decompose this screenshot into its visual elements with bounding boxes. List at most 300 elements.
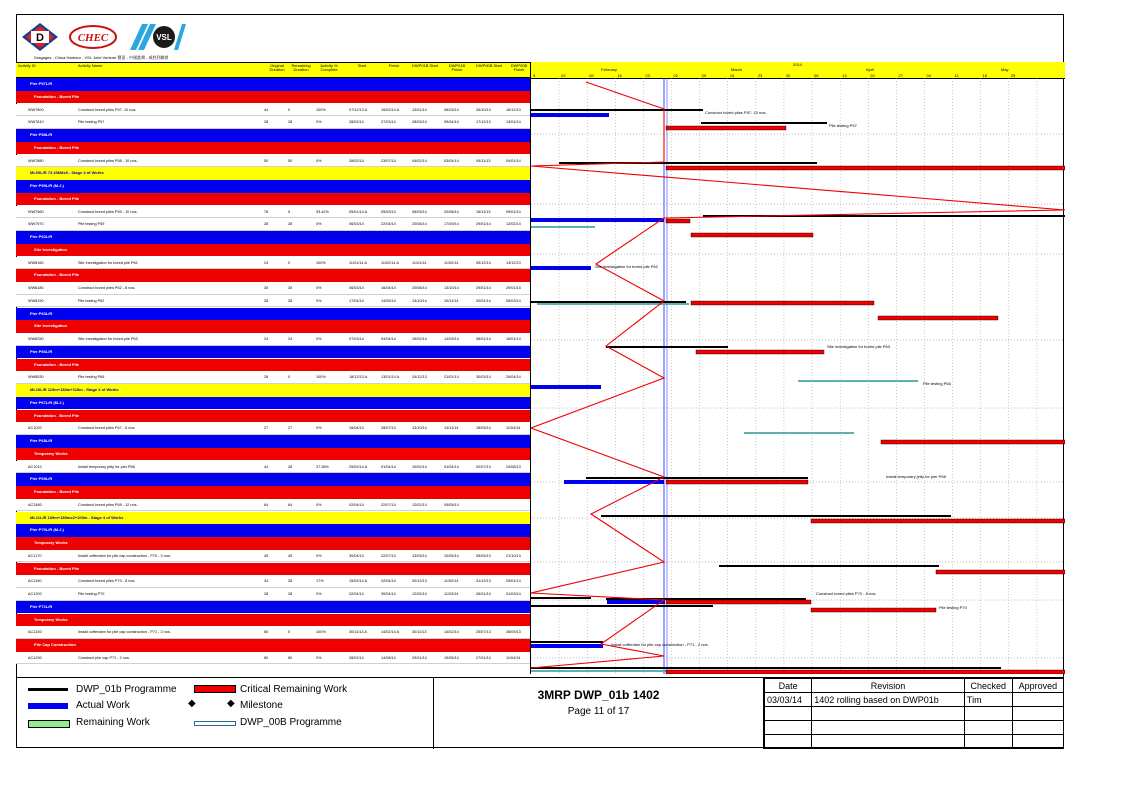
cell-remaining-duration: 0 (288, 630, 291, 635)
wbs-work-band (16, 563, 530, 576)
timescale-week: 04 (926, 72, 931, 78)
legend-critical-label: Critical Remaining Work (240, 684, 348, 695)
wbs-pier-band (16, 346, 530, 359)
cell-percent-complete: 0% (316, 426, 322, 431)
cell-start-date: 02/04/14 (349, 502, 364, 507)
gantt-timescale-header (531, 62, 1065, 79)
cell-dwp01b-finish: 01/04/14 (444, 464, 459, 469)
cell-dwp01b-start: 24/12/13 (412, 375, 427, 380)
activity-row (16, 461, 530, 474)
timescale-month: April (866, 67, 875, 72)
cell-finish-date: 28/07/14 (381, 426, 396, 431)
cell-original-duration: 76 (264, 209, 269, 214)
cell-dwp01b-start: 28/03/14 (412, 120, 427, 125)
cell-dwp00b-finish: 12/02/14 (506, 222, 521, 227)
cell-finish-date: 14/08/14 (381, 655, 396, 660)
cell-original-duration: 60 (264, 630, 269, 635)
wbs-work-band (16, 410, 530, 423)
cell-dwp01b-start: 12/02/14 (412, 502, 427, 507)
activity-row (16, 295, 530, 308)
cell-start-date: 06/03/14 (349, 286, 364, 290)
wbs-pier-band (16, 473, 530, 486)
cell-remaining-duration: 27 (288, 426, 293, 431)
timescale-week: 16 (617, 72, 622, 78)
cell-original-duration: 44 (264, 464, 269, 469)
cell-start-date: 30/11/13 A (349, 630, 367, 635)
wbs-work-band (16, 244, 530, 257)
legend-actual-swatch (28, 703, 68, 709)
cell-start-date: 06/03/14 (349, 222, 364, 227)
cell-dwp00b-start: 26/10/13 (476, 107, 491, 112)
cell-dwp01b-start: 12/02/14 (412, 592, 427, 596)
cell-dwp01b-finish: 11/02/14 (444, 260, 459, 265)
wbs-label: Foundation - Bored Pile (34, 93, 80, 99)
critical-remaining-bar (691, 301, 874, 305)
wbs-work-band (16, 142, 530, 155)
dwp01b-programme-bar (531, 641, 603, 643)
activity-table-header (16, 62, 530, 78)
cell-finish-date: 05/03/14 (381, 209, 396, 214)
gantt-bar-label: Install cofferdam for pile cap construction - P71 - 2 nos. (611, 642, 709, 647)
cell-activity-name: Pile testing P62 (78, 298, 105, 303)
wbs-pier-band (16, 397, 530, 410)
cell-dwp00b-finish: 24/08/13 (506, 464, 521, 469)
cell-dwp01b-finish: 21/01/14 (444, 375, 459, 380)
wbs-label: Temporary Works (34, 616, 68, 622)
column-header-percent-complete: Activity % Complete (320, 63, 338, 73)
cell-dwp01b-finish: 14/03/14 (444, 337, 459, 341)
gantt-bar-label: Site investigation for bored pile P63 (827, 344, 890, 349)
revision-checked: Tim (964, 693, 1012, 707)
cell-activity-id: WW8250 (28, 337, 44, 341)
legend-dwp01b-swatch (28, 688, 68, 691)
cell-dwp00b-start: 09/11/13 (476, 158, 491, 163)
critical-remaining-bar (666, 166, 1065, 170)
activity-row (16, 104, 530, 117)
cell-dwp00b-start: 05/09/13 (476, 553, 491, 558)
cell-dwp00b-finish: 29/01/14 (506, 286, 521, 290)
cell-start-date: 16/04/14 (349, 426, 364, 431)
cell-percent-complete: 0% (316, 298, 322, 303)
cell-remaining-duration: 28 (288, 579, 293, 584)
cell-dwp00b-start: 16/11/13 (476, 209, 491, 214)
revision-date: 03/03/14 (765, 693, 812, 707)
cell-dwp01b-finish: 10/11/14 (444, 298, 459, 303)
cell-start-date: 05/01/14 A (349, 209, 368, 214)
cell-dwp00b-finish: 25/01/14 (506, 579, 521, 584)
timescale-week: 18 (982, 72, 988, 78)
dragages-logo-icon (20, 22, 60, 52)
cell-start-date: 18/12/13 A (349, 375, 368, 380)
cell-start-date: 28/02/14 (349, 158, 364, 163)
column-header-original-duration: Original Duration (269, 63, 285, 73)
cell-activity-name: Construct bored piles P58 - 10 nos. (78, 158, 138, 163)
wbs-label: Site Investigation (34, 323, 68, 329)
revision-header-date: Date (765, 679, 812, 693)
cell-dwp00b-finish: 16/01/14 (506, 337, 521, 341)
cell-remaining-duration: 24 (288, 337, 293, 341)
gantt-bar-label: Pile testing P57 (829, 123, 857, 128)
wbs-work-band (16, 486, 530, 499)
cell-finish-date: 22/07/14 (381, 502, 396, 507)
legend-dwp00b-swatch (194, 721, 236, 726)
revision-empty-cell (964, 735, 1012, 749)
cell-dwp01b-finish: 11/03/14 (444, 592, 459, 596)
wbs-work-band (16, 614, 530, 627)
column-header-start-date: Start (357, 63, 367, 68)
cell-remaining-duration: 50 (288, 158, 293, 163)
cell-finish-date: 13/01/14 A (381, 375, 400, 380)
activity-row (16, 257, 530, 270)
revision-empty-cell (765, 707, 812, 721)
wbs-stage-band (16, 167, 530, 180)
cell-activity-id: AC1170 (28, 553, 42, 558)
timescale-week: 16 (729, 72, 735, 78)
cell-original-duration: 24 (264, 260, 269, 265)
wbs-work-band (16, 269, 530, 282)
wbs-label: Pile Cap Construction (34, 642, 76, 647)
cell-original-duration: 28 (264, 120, 269, 125)
cell-activity-id: WW7810 (28, 120, 44, 125)
cell-activity-id: WW8160 (28, 260, 44, 265)
cell-activity-id: WW7960 (28, 209, 44, 214)
cell-percent-complete: 17% (316, 579, 324, 584)
cell-activity-name: Construct bored piles P59 - 10 nos. (78, 209, 138, 214)
cell-activity-id: WW7800 (28, 107, 44, 112)
cell-original-duration: 27 (264, 426, 269, 431)
activity-row (16, 588, 530, 601)
revision-empty-cell (1012, 707, 1063, 721)
cell-activity-name: Pile testing P59 (78, 222, 105, 227)
activity-row (16, 499, 530, 512)
revision-empty-cell (964, 707, 1012, 721)
cell-original-duration: 34 (264, 579, 269, 584)
critical-remaining-bar (666, 480, 808, 484)
revision-approved (1012, 693, 1063, 707)
cell-dwp01b-start: 13/10/14 (412, 426, 427, 431)
cell-remaining-duration: 0 (288, 107, 291, 112)
cell-activity-name: Construct bored piles P62 - 8 nos. (78, 286, 136, 290)
cell-activity-name: Pile testing P66 (78, 375, 105, 380)
wbs-label: Temporary Works (34, 450, 68, 456)
cell-remaining-duration: 80 (288, 655, 293, 660)
actual-work-bar (531, 266, 591, 270)
cell-start-date: 15/02/14 A (349, 579, 368, 584)
cell-original-duration: 35 (264, 286, 269, 290)
wbs-work-band (16, 537, 530, 550)
timescale-year: 2014 (793, 62, 802, 67)
cell-start-date: 28/02/14 (349, 120, 364, 125)
revision-empty-cell (1012, 735, 1063, 749)
timescale-month: May (1001, 67, 1009, 72)
cell-finish-date: 01/04/14 (381, 464, 396, 469)
cell-original-duration: 45 (264, 553, 269, 558)
page-number: Page 11 of 17 (567, 706, 630, 717)
cell-start-date: 17/04/14 (349, 298, 364, 303)
wbs-label: Foundation - Bored Pile (34, 489, 80, 494)
column-header-activity-name: Activity Name (78, 63, 103, 68)
wbs-label: Foundation - Bored Pile (34, 361, 80, 367)
timescale-week: 23 (645, 72, 650, 78)
cell-percent-complete: 100% (316, 630, 326, 635)
revision-empty-cell (1012, 721, 1063, 735)
cell-dwp01b-start: 10/02/14 (412, 464, 427, 469)
cell-percent-complete: 100% (316, 107, 326, 112)
wbs-stage-band (16, 512, 530, 525)
title-block-footer (16, 677, 1064, 749)
dwp01b-programme-bar (531, 605, 713, 607)
cell-dwp01b-start: 20/08/14 (412, 222, 427, 227)
column-header-dwp00b-start: DWP00B Start (476, 63, 503, 68)
cell-activity-name: Construct bored piles P69 - 12 nos. (78, 502, 138, 507)
cell-remaining-duration: 28 (288, 298, 293, 303)
cell-start-date: 07/12/13 A (349, 107, 368, 112)
cell-dwp00b-finish: 01/03/14 (506, 592, 521, 596)
logo-strip (20, 20, 188, 54)
cell-activity-id: AC1020 (28, 426, 42, 431)
wbs-work-band (16, 639, 530, 652)
cell-dwp00b-start: 05/12/13 (476, 260, 491, 265)
wbs-work-band (16, 91, 530, 104)
cell-dwp01b-start: 15/02/14 (412, 337, 427, 341)
cell-percent-complete: 0% (316, 158, 322, 163)
revision-text: 1402 rolling based on DWP01b (812, 693, 965, 707)
wbs-stage-band (16, 384, 530, 397)
cell-dwp01b-finish: 14/11/14 (444, 426, 459, 431)
cell-dwp01b-finish: 20/08/14 (444, 209, 459, 214)
cell-dwp00b-start: 31/12/13 (476, 579, 491, 584)
cell-remaining-duration: 0 (288, 260, 291, 265)
timescale-week: 25 (1010, 72, 1016, 78)
cell-dwp01b-start: 13/10/14 (412, 298, 427, 303)
wbs-label: Foundation - Bored Pile (34, 565, 80, 571)
cell-activity-id: WW8180 (28, 286, 44, 290)
critical-remaining-bar (691, 233, 813, 237)
cell-activity-name: Install cofferdam for pile cap construction - P71 - 2 nos. (78, 630, 171, 635)
cell-dwp00b-start: 08/01/14 (476, 337, 491, 341)
cell-dwp00b-start: 26/01/14 (476, 592, 491, 596)
activity-row (16, 206, 530, 219)
critical-remaining-bar (696, 350, 824, 354)
dwp00b-programme-bar (537, 303, 689, 305)
svg-text:CHEC: CHEC (77, 32, 109, 44)
dwp01b-programme-bar (531, 667, 1001, 669)
gantt-chart (530, 62, 1065, 674)
cell-remaining-duration: 45 (288, 553, 293, 558)
wbs-label: Site Investigation (34, 246, 68, 252)
cell-finish-date: 16/04/14 (381, 286, 396, 290)
wbs-work-band (16, 193, 530, 206)
cell-start-date: 25/02/14 A (349, 464, 368, 469)
wbs-pier-band (16, 308, 530, 321)
cell-activity-id: AC1290 (28, 655, 42, 660)
cell-activity-id: WW7880 (28, 158, 44, 163)
cell-finish-date: 22/04/14 (381, 222, 396, 227)
wbs-label: Pier P63L/R (30, 310, 53, 316)
cell-percent-complete: 0% (316, 655, 322, 660)
wbs-label: Foundation - Bored Pile (34, 195, 80, 201)
wbs-label: Pier P67L/R (M.J.) (30, 399, 64, 405)
activity-row (16, 422, 530, 435)
activity-row (16, 116, 530, 129)
cell-finish-date: 02/04/14 (381, 579, 396, 584)
revision-empty-cell (964, 721, 1012, 735)
cell-percent-complete: 0% (316, 286, 322, 290)
cell-dwp01b-start: 11/01/14 (412, 260, 427, 265)
legend-actual-label: Actual Work (76, 700, 130, 711)
dwp01b-programme-bar (531, 597, 591, 599)
gantt-bars (531, 78, 1065, 674)
column-header-dwp00b-finish: DWP00B Finish (510, 63, 528, 73)
cell-activity-id: AC1240 (28, 630, 42, 635)
cell-dwp00b-finish: 09/01/14 (506, 209, 521, 214)
wbs-label: Pier P68L/R (30, 438, 53, 443)
cell-dwp01b-start: 08/03/14 (412, 209, 427, 214)
cell-percent-complete: 100% (316, 260, 326, 265)
wbs-label: Pier P66L/R (30, 348, 53, 354)
timescale-week: 02 (673, 72, 678, 78)
timescale-month: February (601, 67, 618, 72)
cell-dwp00b-start: 30/01/14 (476, 298, 491, 303)
cell-activity-id: AC1200 (28, 592, 42, 596)
cell-dwp01b-finish: 05/04/14 (444, 120, 459, 125)
timescale-week: 02 (561, 72, 566, 78)
cell-dwp01b-finish: 15/05/14 (444, 655, 459, 660)
cell-finish-date: 11/02/14 A (381, 260, 399, 265)
cell-dwp01b-finish: 17/09/14 (444, 222, 459, 227)
wbs-pier-band (16, 524, 530, 537)
dwp00b-programme-bar (531, 226, 595, 228)
wbs-work-band (16, 320, 530, 333)
dwp01b-programme-bar (531, 109, 703, 111)
cell-percent-complete: 37.38% (316, 464, 329, 469)
cell-activity-id: AC1190 (28, 579, 42, 584)
critical-remaining-bar (666, 670, 1065, 674)
cell-original-duration: 28 (264, 298, 269, 303)
cell-dwp01b-finish: 09/05/14 (444, 502, 459, 507)
wbs-pier-band (16, 129, 530, 142)
cell-dwp01b-finish: 13/10/14 (444, 286, 459, 290)
milestone-diamond-icon: ◆ (188, 698, 196, 709)
cell-finish-date: 30/04/14 (381, 592, 396, 596)
cell-start-date: 02/04/14 (349, 592, 364, 596)
cell-dwp01b-start: 29/01/14 (412, 655, 427, 660)
wbs-pier-band (16, 78, 530, 91)
cell-finish-date: 04/04/14 (381, 337, 396, 341)
gantt-bar-label: Pile testing P70 (939, 605, 967, 610)
revision-table (764, 678, 1064, 749)
revision-empty-cell (812, 735, 965, 749)
dwp01b-programme-bar (719, 565, 939, 567)
wbs-pier-band (16, 180, 530, 193)
wbs-label: Foundation - Bored Pile (34, 412, 80, 418)
cell-dwp00b-finish: 04/01/14 (506, 158, 521, 163)
cell-dwp00b-start: 29/01/14 (476, 222, 491, 227)
cell-finish-date: 14/05/14 (381, 298, 396, 303)
wbs-label: Pier P62L/R (30, 234, 53, 239)
cell-dwp00b-start: 29/01/14 (476, 286, 491, 290)
wbs-label: ML10L/R 115m+180m+115m - Stage 4 of Works (30, 387, 119, 392)
critical-remaining-bar (666, 219, 690, 223)
actual-work-bar (607, 600, 665, 604)
cell-dwp00b-finish: 21/10/13 (506, 553, 521, 558)
cell-dwp00b-finish: 13/12/13 (506, 260, 521, 265)
legend-critical-swatch (194, 685, 236, 693)
svg-text:VSL: VSL (156, 33, 172, 42)
cell-remaining-duration: 0 (288, 375, 291, 380)
cell-original-duration: 28 (264, 592, 269, 596)
title-block (434, 678, 764, 749)
column-header-finish-date: Finish (388, 63, 400, 68)
cell-dwp00b-finish: 11/04/14 (506, 655, 521, 660)
cell-dwp00b-start: 27/01/14 (476, 655, 491, 660)
activity-row (16, 333, 530, 346)
cell-dwp00b-finish: 28/09/13 (506, 630, 521, 635)
cell-activity-id: WW8190 (28, 298, 44, 303)
cell-dwp01b-finish: 11/02/14 (444, 579, 459, 584)
revision-header-approved: Approved (1012, 679, 1063, 693)
cell-dwp00b-finish: 11/04/14 (506, 426, 521, 431)
cell-original-duration: 64 (264, 502, 269, 507)
cell-original-duration: 28 (264, 375, 269, 380)
wbs-label: ML09L/R 73.396Mx8 - Stage 4 of Works (30, 170, 104, 176)
actual-work-bar (531, 218, 664, 222)
timescale-week: 06 (814, 72, 819, 78)
legend-dwp01b-label: DWP_01b Programme (76, 684, 177, 695)
cell-finish-date: 27/03/14 (381, 120, 396, 125)
dwp01b-programme-bar (601, 515, 951, 517)
cell-dwp00b-start: 30/03/14 (476, 375, 491, 380)
cell-activity-name: Construct pile cap P71 - 2 nos. (78, 655, 130, 660)
cell-original-duration: 28 (264, 222, 269, 227)
cell-finish-date: 22/07/14 (381, 553, 396, 558)
critical-remaining-bar (811, 519, 1065, 523)
cell-start-date: 28/02/14 (349, 655, 364, 660)
cell-activity-name: Install temporary jetty for pier P68 (78, 464, 135, 469)
cell-dwp00b-start: 18/03/14 (476, 426, 491, 431)
column-header-dwp01b-start: DWP01B Start (412, 63, 439, 68)
cell-dwp01b-start: 20/08/14 (412, 286, 427, 290)
timescale-week: 30 (785, 72, 791, 78)
cell-dwp01b-start: 30/12/13 (412, 579, 427, 584)
wbs-pier-band (16, 231, 530, 244)
actual-work-bar (531, 385, 601, 389)
cell-dwp01b-finish: 03/04/14 (444, 158, 459, 163)
cell-activity-id: WW7970 (28, 222, 44, 227)
cell-original-duration: 44 (264, 107, 269, 112)
activity-row (16, 155, 530, 168)
activity-row (16, 218, 530, 231)
gantt-bar-label: Pile testing P66 (923, 381, 951, 386)
cell-dwp01b-start: 30/11/13 (412, 630, 427, 635)
cell-finish-date: 15/02/14 A (381, 107, 400, 112)
cell-activity-name: Pile testing P70 (78, 592, 105, 596)
legend-remaining-swatch (28, 720, 70, 728)
timescale-week: 09 (701, 72, 707, 78)
cell-percent-complete: 93.42% (316, 209, 329, 214)
cell-remaining-duration: 28 (288, 120, 293, 125)
timescale-week: 09 (589, 72, 594, 78)
dwp01b-programme-bar (701, 122, 827, 124)
document-title: 3MRP DWP_01b 1402 (537, 688, 660, 702)
legend-dwp00b-label: DWP_00B Programme (240, 717, 342, 728)
revision-empty-cell (765, 735, 812, 749)
gantt-bar-label: Site investigation for bored pile P62 (595, 264, 658, 269)
critical-remaining-bar (936, 570, 1065, 574)
wbs-work-band (16, 448, 530, 461)
legend (16, 678, 434, 749)
cell-remaining-duration: 64 (288, 502, 293, 507)
